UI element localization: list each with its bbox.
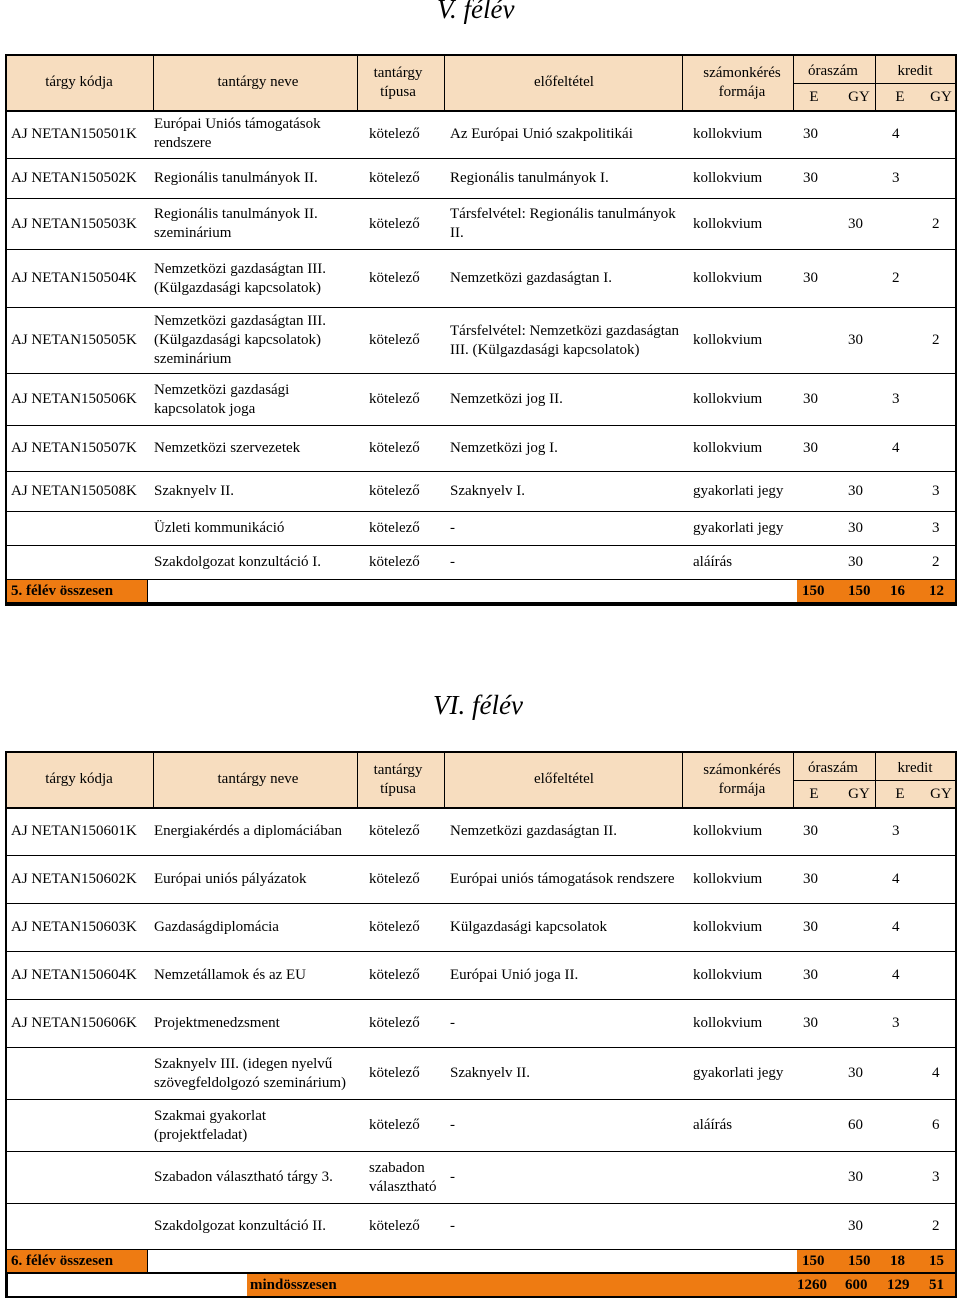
course-type: kötelező [369,1015,420,1031]
hours-e [803,1152,827,1203]
credit-e: 3 [892,822,900,839]
course-code [11,546,151,579]
course-name: Nemzetközi szervezetek [154,440,301,456]
header-name: tantárgy neve [217,74,299,90]
header-subdivider [793,780,955,781]
header-credit-e: E [895,89,905,105]
course-exam: kollokvium [693,440,763,456]
hours-e: 30 [803,170,818,186]
course-exam: kollokvium [693,919,763,935]
course-name: Nemzetközi gazdasági kapcsolatok joga [154,381,290,417]
credit-e: 4 [892,871,900,887]
course-type: kötelező [369,1117,420,1133]
credit-gy [932,250,956,307]
summary-label: 6. félév összesen [11,1252,114,1269]
hours-gy: 30 [848,332,863,348]
table-row [7,159,955,199]
course-exam: kollokvium [693,967,763,983]
course-exam: gyakorlati jegy [693,520,784,536]
course-code: AJ NETAN150507K [11,440,137,456]
credit-e [892,308,916,373]
table-row [7,856,955,904]
hours-e [803,472,827,511]
header-hours-gy: GY [848,89,870,105]
header-exam: számonkérés [703,65,781,81]
credit-gy [932,110,956,158]
table-row [7,472,955,512]
course-code [11,1100,151,1151]
course-prereq: - [450,520,455,536]
semester-5-summary [7,580,955,604]
summary-hours-e: 150 [802,1252,825,1269]
course-name: Szakdolgozat konzultáció II. [154,1218,327,1234]
header-divider [444,753,445,807]
hours-e: 30 [803,440,818,456]
header-divider [682,56,683,110]
course-code [11,512,151,545]
course-prereq: Szaknyelv II. [450,1065,530,1081]
course-type: kötelező [369,170,420,186]
credit-e [892,1048,916,1099]
hours-e [803,199,827,249]
credit-gy [932,159,956,198]
credit-gy: 3 [932,483,940,499]
course-code: AJ NETAN150601K [11,822,137,839]
hours-gy: 30 [848,554,863,570]
hours-e: 30 [803,967,818,983]
hours-gy [848,374,872,425]
course-exam: gyakorlati jegy [693,1065,784,1081]
header-divider [357,753,358,807]
hours-e [803,512,827,545]
header-code: tárgy kódja [45,74,113,90]
credit-e [892,1100,916,1151]
course-exam: kollokvium [693,822,763,839]
course-exam [693,1152,808,1203]
course-type: kötelező [369,483,420,499]
course-type: kötelező [369,1065,420,1081]
header-credit: kredit [897,63,933,79]
course-code: AJ NETAN150501K [11,125,137,142]
course-type: kötelező [369,919,420,935]
credit-e [892,1204,916,1249]
summary-blank [7,1274,247,1296]
credit-e [892,199,916,249]
credit-e: 4 [892,919,900,935]
course-type: kötelező [369,332,420,348]
semester-6-title: VI. félév [433,690,523,720]
course-type: kötelező [369,554,420,570]
credit-gy: 2 [932,332,940,348]
table-row [7,308,955,374]
header-type: tantárgy [373,762,423,778]
table-row [7,807,955,856]
header-prereq: előfeltétel [534,771,594,787]
course-exam: aláírás [693,1117,733,1133]
summary-blank [147,1250,797,1272]
credit-e [892,512,916,545]
hours-gy: 30 [848,483,863,499]
table-row [7,1152,955,1204]
course-prereq: Nemzetközi jog II. [450,391,563,407]
course-name: Nemzetállamok és az EU [154,967,307,983]
semester-6-summary [7,1250,955,1274]
credit-e: 4 [892,440,900,456]
course-exam: kollokvium [693,332,763,348]
hours-e: 30 [803,1015,818,1031]
credit-gy: 3 [932,1169,940,1185]
header-type: tantárgy [373,65,423,81]
course-exam: gyakorlati jegy [693,483,784,499]
course-prereq: Nemzetközi gazdaságtan I. [450,270,613,286]
course-name: Regionális tanulmányok II. [154,170,318,186]
credit-gy: 2 [932,554,940,570]
hours-e: 30 [803,270,818,286]
course-type: kötelező [369,270,420,286]
credit-e [892,1152,916,1203]
hours-e [803,1100,827,1151]
credit-gy: 6 [932,1117,940,1133]
hours-e: 30 [803,391,818,407]
course-exam [693,1204,808,1249]
semester-5-table [5,54,957,606]
summary-hours-e: 1260 [797,1276,827,1293]
course-prereq: Szaknyelv I. [450,483,525,499]
summary-blank [147,580,797,602]
course-prereq: - [450,1218,455,1234]
hours-gy: 60 [848,1117,863,1133]
course-prereq: - [450,554,455,570]
course-exam: kollokvium [693,215,763,232]
course-code [11,1204,151,1249]
hours-gy: 30 [848,1169,863,1185]
course-prereq: Európai Unió joga II. [450,967,579,983]
course-name: Nemzetközi gazdaságtan III. (Külgazdasági kapcsolatok) [154,260,326,296]
hours-gy [848,1000,872,1047]
table-row [7,110,955,159]
hours-gy [848,952,872,999]
header-hours: óraszám [808,63,858,79]
credit-e: 4 [892,967,900,983]
hours-gy: 30 [848,1065,863,1081]
course-exam: kollokvium [693,1015,763,1031]
credit-gy [932,374,956,425]
header-credit-gy: GY [930,89,952,105]
header-name: tantárgy neve [217,771,299,787]
credit-gy: 3 [932,520,940,536]
summary-credit-gy: 12 [929,582,944,599]
course-prereq: Regionális tanulmányok I. [450,170,609,186]
hours-e [803,546,827,579]
header-divider [153,56,154,110]
course-exam: kollokvium [693,170,763,186]
table-row [7,1000,955,1048]
course-name: Szabadon választható tárgy 3. [154,1169,333,1185]
course-type: kötelező [369,440,420,456]
header-divider [153,753,154,807]
course-name: Gazdaságdiplomácia [154,919,279,935]
course-name: Projektmenedzsment [154,1015,280,1031]
hours-gy [848,426,872,471]
hours-e [803,1204,827,1249]
credit-gy [932,1000,956,1047]
credit-e: 4 [892,125,900,142]
credit-gy [932,856,956,903]
header-divider [444,56,445,110]
course-code: AJ NETAN150505K [11,332,137,348]
credit-e: 3 [892,1015,900,1031]
hours-gy [848,110,872,158]
hours-gy [848,856,872,903]
table-row [7,1204,955,1250]
course-name: Európai uniós pályázatok [154,871,307,887]
table-header [7,56,955,112]
header-exam-2: formája [718,84,766,100]
header-exam-2: formája [718,781,766,797]
table-row [7,1048,955,1100]
header-credit-e: E [895,786,905,802]
course-exam: kollokvium [693,391,763,407]
course-name: Szaknyelv II. [154,483,234,499]
credit-gy [932,952,956,999]
header-credit-gy: GY [930,786,952,802]
summary-hours-e: 150 [802,582,825,599]
grand-total [7,1274,955,1298]
header-type-2: típusa [380,781,416,797]
hours-gy [848,904,872,951]
summary-hours-gy: 600 [845,1276,868,1293]
header-prereq: előfeltétel [534,74,594,90]
hours-gy: 30 [848,1218,863,1234]
header-hours-e: E [809,89,819,105]
credit-gy [932,807,956,855]
course-exam: kollokvium [693,871,763,887]
course-prereq: - [450,1169,455,1185]
credit-gy [932,904,956,951]
summary-credit-gy: 15 [929,1252,944,1269]
hours-e: 30 [803,822,818,839]
course-type: kötelező [369,967,420,983]
course-code: AJ NETAN150508K [11,483,137,499]
hours-gy [848,159,872,198]
course-name: Szaknyelv III. (idegen nyelvű szövegfeldolgozó szeminárium) [154,1055,347,1091]
hours-gy: 30 [848,520,863,536]
credit-gy: 2 [932,1218,940,1234]
summary-credit-gy: 51 [929,1276,944,1293]
course-name: Szakdolgozat konzultáció I. [154,554,322,570]
header-credit: kredit [897,760,933,776]
table-row [7,512,955,546]
credit-e [892,546,916,579]
header-exam: számonkérés [703,762,781,778]
course-code: AJ NETAN150502K [11,170,137,186]
course-type: kötelező [369,822,420,839]
table-row [7,1100,955,1152]
summary-credit-e: 129 [887,1276,910,1293]
header-type-2: típusa [380,84,416,100]
course-prereq: Európai uniós támogatások rendszere [450,871,675,887]
table-row [7,426,955,472]
hours-gy [848,807,872,855]
course-exam: aláírás [693,554,733,570]
course-code: AJ NETAN150504K [11,270,137,286]
credit-gy: 2 [932,215,940,232]
course-type: kötelező [369,125,420,142]
summary-hours-gy: 150 [848,1252,871,1269]
course-code: AJ NETAN150603K [11,919,137,935]
table-row [7,250,955,308]
credit-gy [932,426,956,471]
table-header [7,753,955,809]
summary-hours-gy: 150 [848,582,871,599]
course-code: AJ NETAN150606K [11,1015,137,1031]
course-prereq: Az Európai Unió szakpolitikái [450,125,633,142]
course-type: kötelező [369,871,420,887]
course-prereq: Társfelvétel: Nemzetközi gazdaságtan III. (Külgazdasági kapcsolatok) [450,322,680,358]
course-type: kötelező [369,520,420,536]
course-name: Energiakérdés a diplomáciában [154,822,342,839]
course-code [11,1152,151,1203]
header-divider [357,56,358,110]
header-hours: óraszám [808,760,858,776]
summary-credit-e: 16 [890,582,905,599]
hours-e: 30 [803,125,818,142]
summary-credit-e: 18 [890,1252,905,1269]
hours-e: 30 [803,871,818,887]
credit-e: 2 [892,270,900,286]
hours-e [803,1048,827,1099]
hours-gy: 30 [848,215,863,232]
header-divider [682,753,683,807]
table-row [7,904,955,952]
semester-6-table [5,751,957,1298]
credit-gy: 4 [932,1065,940,1081]
header-hours-e: E [809,786,819,802]
semester-5-title: V. félév [437,0,515,24]
course-code [11,1048,151,1099]
course-name: Európai Uniós támogatások rendszere [154,116,321,151]
summary-label: 5. félév összesen [11,582,114,599]
course-name: Szakmai gyakorlat (projektfeladat) [154,1107,267,1143]
course-exam: kollokvium [693,270,763,286]
header-subdivider [793,83,955,84]
course-name: Üzleti kommunikáció [154,520,285,536]
table-row [7,199,955,250]
credit-e: 3 [892,170,900,186]
course-name: Regionális tanulmányok II. szeminárium [154,206,318,241]
header-hours-gy: GY [848,786,870,802]
table-row [7,952,955,1000]
course-prereq: Nemzetközi jog I. [450,440,558,456]
course-code: AJ NETAN150506K [11,391,137,407]
course-code: AJ NETAN150503K [11,215,137,232]
hours-e: 30 [803,919,818,935]
course-type: kötelező [369,215,420,232]
summary-label: mindösszesen [250,1276,337,1293]
credit-e [892,472,916,511]
course-type: kötelező [369,1218,420,1234]
course-prereq: - [450,1015,455,1031]
course-exam: kollokvium [693,125,763,142]
hours-e [803,308,827,373]
course-prereq: - [450,1117,455,1133]
course-type: kötelező [369,391,420,407]
course-prereq: Nemzetközi gazdaságtan II. [450,822,617,839]
course-name: Nemzetközi gazdaságtan III. (Külgazdasági kapcsolatok) szeminárium [154,313,326,367]
course-prereq: Külgazdasági kapcsolatok [450,919,608,935]
credit-e: 3 [892,391,900,407]
table-row [7,374,955,426]
course-code: AJ NETAN150602K [11,871,137,887]
course-code: AJ NETAN150604K [11,967,137,983]
header-code: tárgy kódja [45,771,113,787]
course-type: szabadon választható [369,1159,437,1195]
hours-gy [848,250,872,307]
course-prereq: Társfelvétel: Regionális tanulmányok II. [450,206,676,241]
table-row [7,546,955,580]
